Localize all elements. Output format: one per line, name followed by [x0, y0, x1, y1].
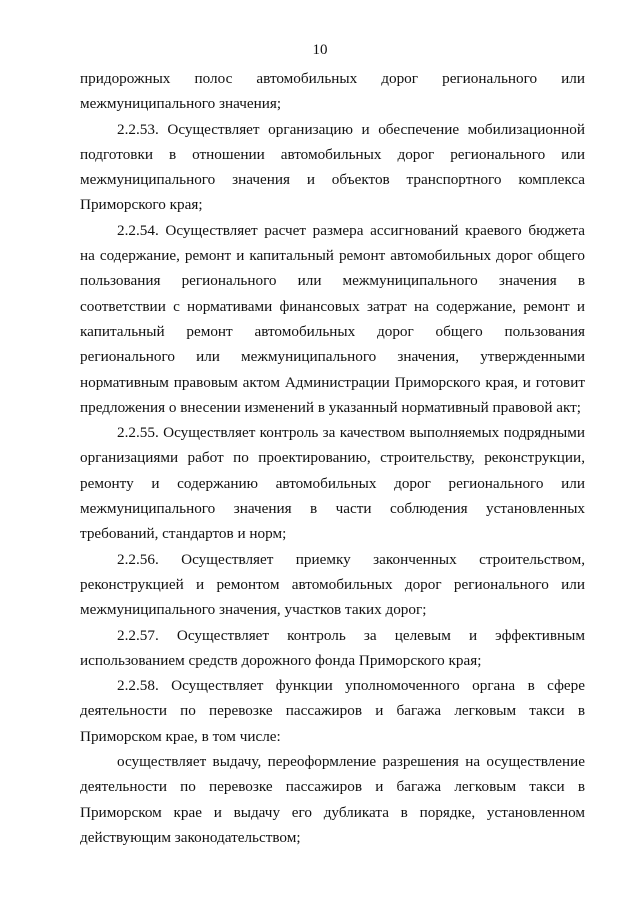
- document-body: [80, 66, 585, 850]
- paragraph-continuation: придорожных полос автомобильных дорог регионального или межмуниципального значения;: [80, 70, 585, 113]
- page-number: 10: [312, 42, 328, 58]
- paragraph-2-2-56: 2.2.56. Осуществляет приемку законченных строительством, реконструкцией и ремонтом автомобильных дорог регионального или межмуниципального значения, участков таких дорог;: [80, 550, 585, 619]
- paragraph-2-2-58: 2.2.58. Осуществляет функции уполномоченного органа в сфере деятельности по перевозке пассажиров и багажа легковым такси в Приморском крае, в том числе:: [80, 677, 585, 745]
- paragraph-2-2-55: 2.2.55. Осуществляет контроль за качеством выполняемых подрядными организациями работ по проектированию, строительству, реконструкции, ремонту и содержанию автомобильных дорог регионального или межмуниципального значения в части соблюдения установленных требований, стандартов и норм;: [80, 424, 585, 543]
- paragraph-2-2-57: 2.2.57. Осуществляет контроль за целевым и эффективным использованием средств дорожного фонда Приморского края;: [80, 626, 585, 669]
- paragraph-2-2-53: 2.2.53. Осуществляет организацию и обеспечение мобилизационной подготовки в отношении автомобильных дорог регионального или межмуниципального значения и объектов транспортного комплекса Приморского края;: [80, 120, 585, 214]
- paragraph-subitem-permit: осуществляет выдачу, переоформление разрешения на осуществление деятельности по перевозке пассажиров и багажа легковым такси в Приморском крае и выдачу его дубликата в порядке, установленном действующим законодательством;: [80, 753, 585, 846]
- paragraph-2-2-54: 2.2.54. Осуществляет расчет размера ассигнований краевого бюджета на содержание, ремонт и капитальный ремонт автомобильных дорог общего пользования регионального или межмуниципального значения в соответствии с нормативами финансовых затрат на содержание, ремонт и капитальный ремонт автомобильных дорог общего пользования регионального или межмуниципального значения, утвержденными нормативным правовым актом Администрации Приморского края, и готовит предложения о внесении изменений в указанный нормативный правовой акт;: [80, 221, 585, 416]
